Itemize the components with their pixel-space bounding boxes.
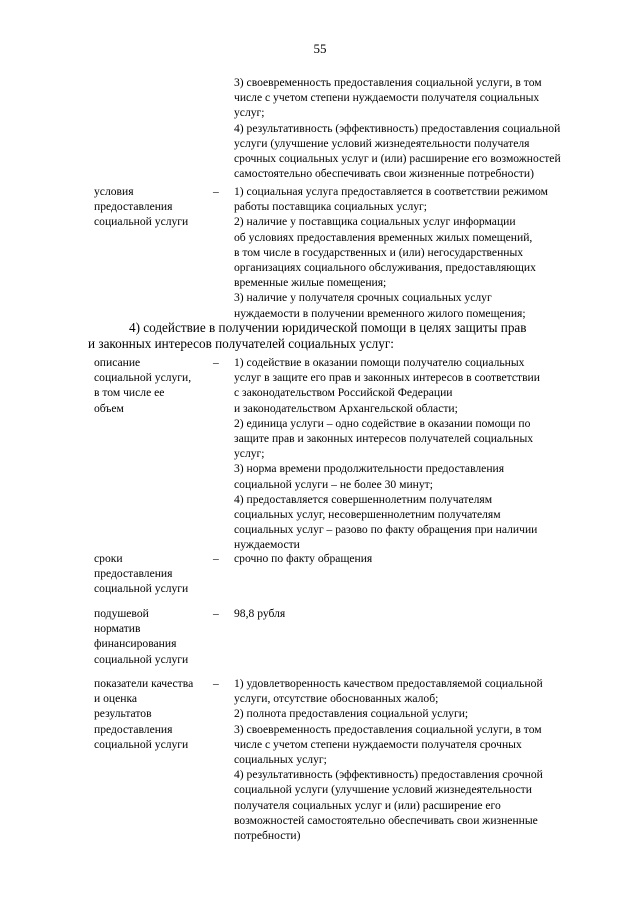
text-line: и законодательством Архангельской области;	[234, 401, 458, 415]
row-dash: –	[213, 356, 219, 369]
text-line: социальных услуг;	[234, 753, 327, 767]
label-line: условия	[94, 185, 134, 198]
row-content	[234, 355, 584, 553]
text-line: социальных услуг – разово по факту обращения при наличии	[234, 523, 538, 537]
service-block-top-content	[234, 75, 584, 181]
section-heading	[88, 320, 598, 352]
row-dash: –	[213, 552, 219, 565]
label-line: социальной услуги,	[94, 371, 192, 385]
label-line: социальной услуги	[94, 215, 189, 229]
text-line: 4) предоставляется совершеннолетним получателям	[234, 492, 493, 506]
text-line: услуг в защите его прав и законных интересов в соответствии	[234, 371, 540, 385]
label-line: сроки	[94, 552, 123, 565]
text-line: числе с учетом степени нуждаемости получателя срочных	[234, 737, 522, 751]
text-line: 1) социальная услуга предоставляется в соответствии режимом	[234, 185, 548, 198]
heading-line: 4) содействие в получении юридической помощи в целях защиты прав	[129, 320, 527, 335]
row-dash: –	[213, 185, 219, 198]
label-line: социальной услуги	[94, 582, 189, 596]
row-content	[234, 606, 584, 621]
text-line: об условиях предоставления временных жилых помещений,	[234, 230, 533, 244]
row-label	[94, 355, 206, 416]
text-line: 2) полнота предоставления социальной услуги;	[234, 707, 469, 721]
row-label	[94, 551, 206, 597]
row-label	[94, 606, 206, 667]
label-line: предоставления	[94, 200, 173, 214]
text-line: работы поставщика социальных услуг;	[234, 200, 428, 214]
label-line: объем	[94, 401, 124, 415]
row-content	[234, 551, 584, 566]
text-line: услуг;	[234, 447, 265, 461]
label-line: в том числе ее	[94, 386, 165, 400]
label-line: финансирования	[94, 637, 177, 651]
text-line: 1) содействие в оказании помощи получателю социальных	[234, 356, 525, 369]
label-line: результатов	[94, 707, 152, 721]
text-line: получателя социальных услуг и (или) расширение его	[234, 798, 501, 812]
text-line: 3) своевременность предоставления социальной услуги, в том	[234, 722, 542, 736]
label-line: социальной услуги	[94, 652, 189, 666]
text-line: самостоятельно обеспечивать свои жизненные потребности)	[234, 167, 534, 181]
text-line: 3) наличие у получателя срочных социальных услуг	[234, 291, 492, 305]
text-line: услуг;	[234, 106, 265, 120]
text-line: организациях социального обслуживания, предоставляющих	[234, 261, 536, 275]
label-line: описание	[94, 356, 141, 369]
label-line: социальной услуги	[94, 737, 189, 751]
text-line: 1) удовлетворенность качеством предоставляемой социальной	[234, 677, 543, 690]
text-line: в том числе в государственных и (или) негосударственных	[234, 245, 524, 259]
row-label	[94, 184, 206, 230]
text-line: нуждаемости в получении временного жилого помещения;	[234, 306, 526, 320]
text-line: потребности)	[234, 829, 301, 843]
page-number: 55	[313, 41, 327, 56]
label-line: норматив	[94, 622, 141, 636]
text-line: числе с учетом степени нуждаемости получателя социальных	[234, 91, 540, 105]
text-line: услуги, отсутствие обоснованных жалоб;	[234, 692, 439, 706]
label-line: показатели качества	[94, 677, 194, 690]
text-line: срочно по факту обращения	[234, 552, 373, 565]
text-line: 98,8 рубля	[234, 607, 286, 620]
label-line: и оценка	[94, 692, 138, 706]
text-line: социальной услуги – не более 30 минут;	[234, 477, 433, 491]
label-line: подушевой	[94, 607, 149, 620]
label-line: предоставления	[94, 722, 173, 736]
label-line: предоставления	[94, 567, 173, 581]
text-line: 3) своевременность предоставления социальной услуги, в том	[234, 76, 542, 89]
text-line: 2) наличие у поставщика социальных услуг информации	[234, 215, 516, 229]
text-line: 4) результативность (эффективность) предоставления социальной	[234, 121, 561, 135]
text-line: защите прав и законных интересов получателей социальных	[234, 432, 534, 446]
text-line: услуги (улучшение условий жизнедеятельности получателя	[234, 136, 530, 150]
row-content	[234, 676, 584, 843]
text-line: срочных социальных услуг и (или) расширение его возможностей	[234, 152, 561, 166]
row-dash: –	[213, 607, 219, 620]
row-content	[234, 184, 584, 321]
text-line: социальной услуги (улучшение условий жизнедеятельности	[234, 783, 532, 797]
text-line: нуждаемости	[234, 538, 300, 552]
heading-line: и законных интересов получателей социальных услуг:	[88, 336, 394, 351]
text-line: социальных услуг, несовершеннолетним получателям	[234, 508, 501, 522]
text-line: возможностей самостоятельно обеспечивать свои жизненные	[234, 813, 538, 827]
text-line: с законодательством Российской Федерации	[234, 386, 453, 400]
row-dash: –	[213, 677, 219, 690]
text-line: временные жилые помещения;	[234, 276, 387, 290]
text-line: 3) норма времени продолжительности предоставления	[234, 462, 505, 476]
text-line: 4) результативность (эффективность) предоставления срочной	[234, 768, 543, 782]
text-line: 2) единица услуги – одно содействие в оказании помощи по	[234, 416, 531, 430]
row-label	[94, 676, 206, 752]
